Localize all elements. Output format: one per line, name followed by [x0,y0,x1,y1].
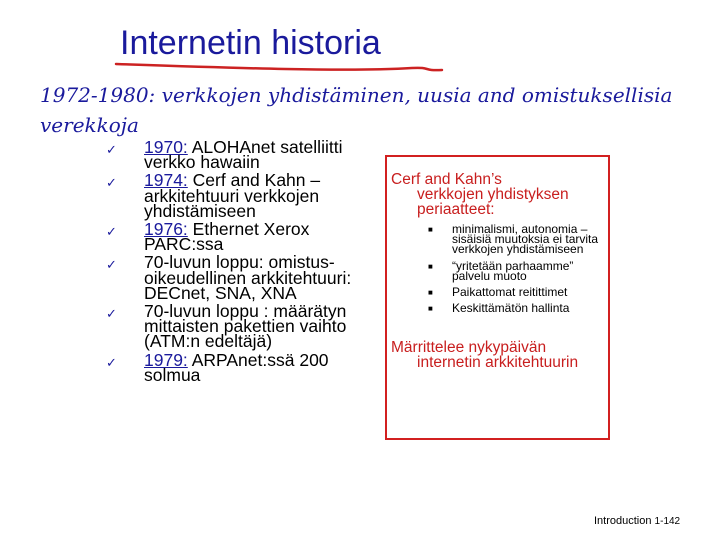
list-item [426,258,606,283]
principle-text: Paikattomat reitittimet [452,285,568,300]
conclusion-line: internetin arkkitehtuurin [417,354,579,371]
bullet-text: ALOHAnet satelliitti verkko hawaiin [144,137,343,173]
list-item [426,285,606,300]
bullet-item [106,301,366,352]
bullet-year: 1979: [144,349,188,370]
principles-heading [391,172,606,217]
checkmark-bullet-icon: ✓ [106,225,117,241]
bullet-item [106,349,366,385]
bullet-year: 1970: [144,137,188,157]
slide-footer [594,515,680,527]
history-bullet-list [106,137,366,385]
principles-list [426,224,606,319]
square-bullet-icon: ■ [428,225,433,234]
slide-title: Internetin historia [120,24,381,62]
page-number: 1-142 [654,516,681,527]
bullet-item [106,219,366,255]
principles-heading-line: verkkojen yhdistyksen periaatteet: [417,186,569,218]
square-bullet-icon: ■ [428,261,433,271]
principle-text: “yritetään parhaamme” palvelu muoto [452,258,574,283]
bullet-text: 70-luvun loppu : määrätyn mittaisten pakettien vaihto (ATM:n edeltäjä) [144,301,347,352]
bullet-text: 70-luvun loppu: omistus-oikeudellinen arkkitehtuuri: DECnet, SNA, XNA [144,252,352,303]
bullet-year: 1976: [144,219,188,240]
bullet-text: Cerf and Kahn – arkkitehtuuri verkkojen yhdistämiseen [144,170,321,221]
bullet-item [106,137,366,173]
bullet-item [106,170,366,221]
principles-conclusion [391,340,606,370]
list-item [426,224,606,255]
slide-subtitle: 1972-1980: verkkojen yhdistäminen, uusia and omistuksellisia verekkoja [40,83,673,137]
checkmark-bullet-icon: ✓ [106,258,117,274]
checkmark-bullet-icon: ✓ [106,307,117,323]
bullet-text: Ethernet Xerox PARC:ssa [144,219,310,255]
square-bullet-icon: ■ [428,288,433,298]
checkmark-bullet-icon: ✓ [106,355,117,371]
bullet-year: 1974: [144,170,188,191]
list-item [426,301,606,316]
principle-text: Keskittämätön hallinta [452,301,570,316]
principle-text: minimalismi, autonomia – sisäisiä muutoksia ei tarvita verkkojen yhdistämiseen [452,222,599,257]
checkmark-bullet-icon: ✓ [106,176,117,192]
footer-label: Introduction [594,515,652,527]
title-underline [112,58,472,78]
square-bullet-icon: ■ [428,304,433,314]
bullet-item [106,252,366,303]
conclusion-line: Märrittelee nykypäivän [391,339,547,356]
principles-heading-line: Cerf and Kahn’s [391,171,502,188]
checkmark-bullet-icon: ✓ [106,143,117,158]
bullet-text: ARPAnet:ssä 200 solmua [144,349,329,385]
